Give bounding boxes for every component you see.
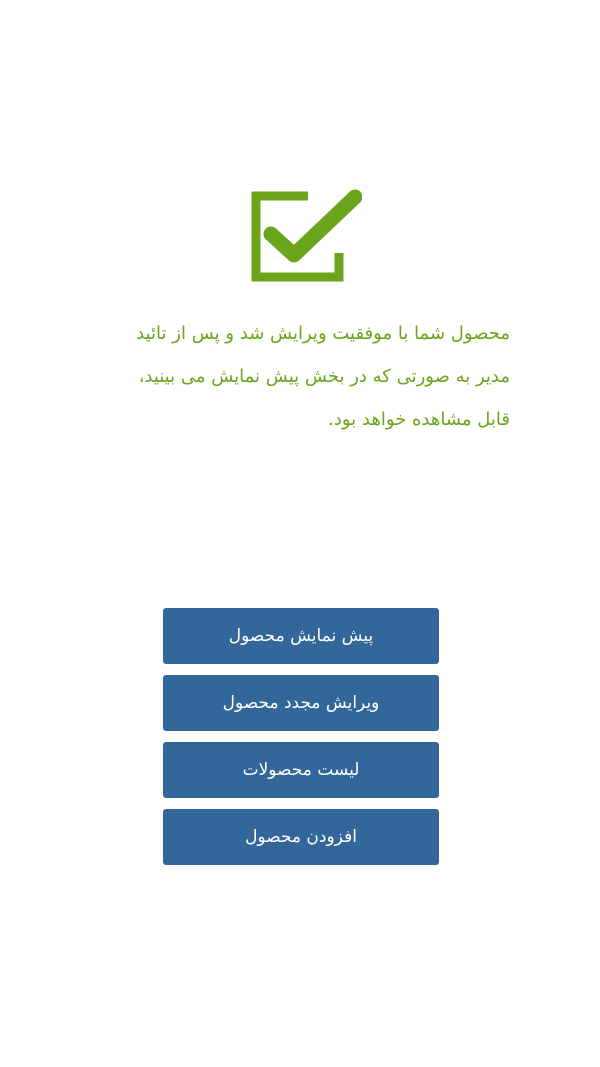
success-message-line: محصول شما با موفقیت ویرایش شد و پس از تائید [136,323,510,344]
success-message [70,312,510,441]
preview-product-button[interactable]: پیش نمایش محصول [163,608,439,664]
edit-product-again-button[interactable]: ویرایش مجدد محصول [163,675,439,731]
checkbox-check-icon [249,189,362,284]
success-message-line: قابل مشاهده خواهد بود. [328,409,510,430]
product-list-button[interactable]: لیست محصولات [163,742,439,798]
add-product-button[interactable]: افزودن محصول [163,809,439,865]
success-message-line: مدیر به صورتی که در بخش پیش نمایش می بینید، [138,366,510,387]
actions-group [163,608,439,876]
